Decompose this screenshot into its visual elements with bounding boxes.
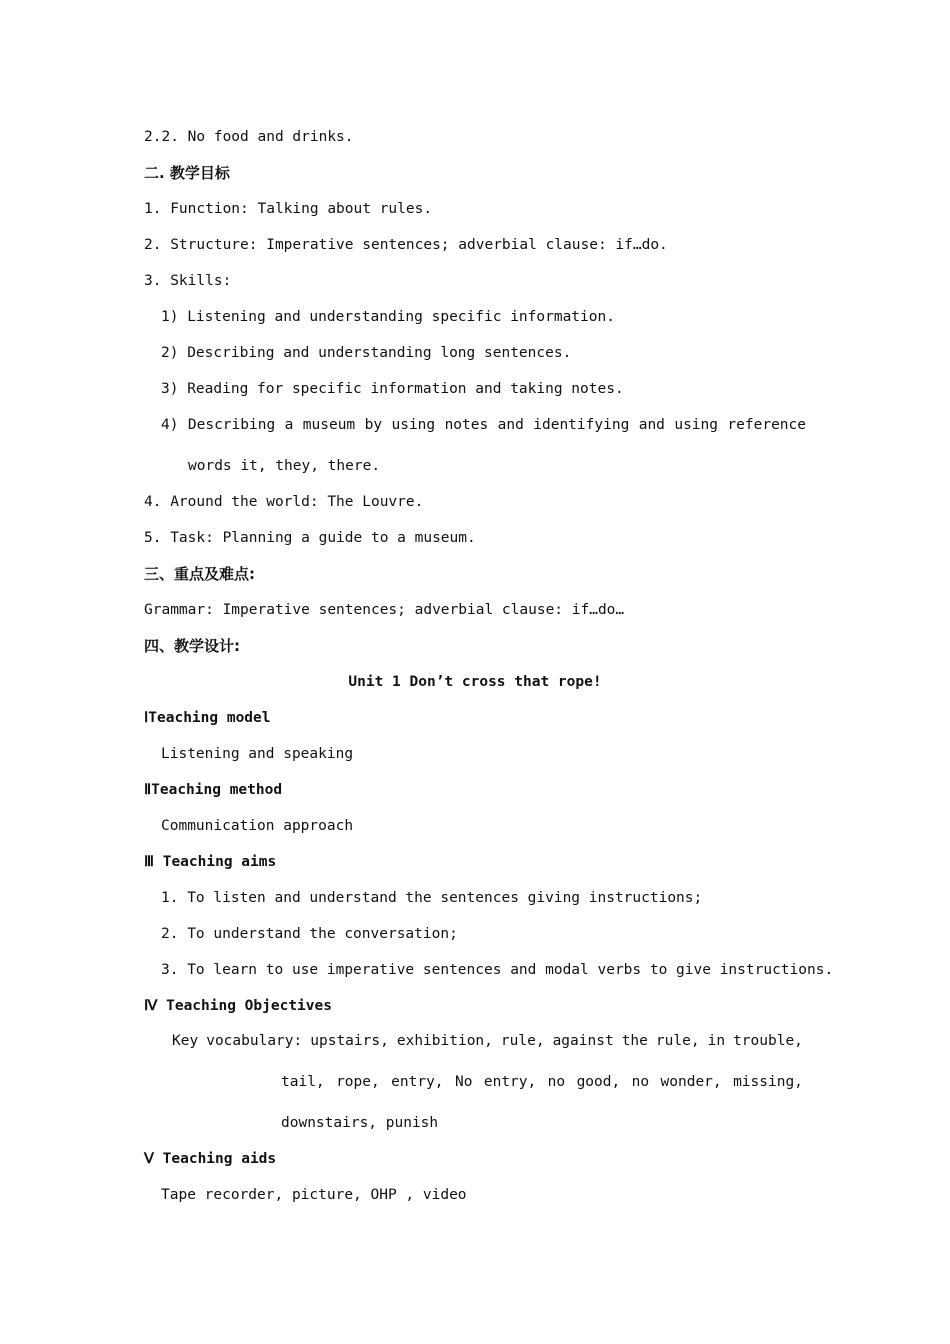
- vocab-word: no: [631, 1074, 650, 1090]
- skill-item: 3) Reading for specific information and taking notes.: [161, 381, 624, 397]
- vocab-word: vocabulary:: [206, 1033, 303, 1049]
- vocab-word: wonder,: [660, 1074, 722, 1090]
- vocab-word: exhibition,: [396, 1033, 493, 1049]
- vocab-word: entry,: [483, 1074, 537, 1090]
- vocab-word: good,: [576, 1074, 621, 1090]
- skill4-word: reference: [727, 417, 806, 433]
- objective-item: 3. Skills:: [144, 273, 232, 289]
- skill4-word: museum: [302, 417, 356, 433]
- vocab-word: No: [454, 1074, 473, 1090]
- skill-item-4: [161, 415, 806, 435]
- teaching-model-text: Listening and speaking: [161, 746, 354, 762]
- section2-heading: 二. 教学目标: [144, 164, 230, 182]
- grammar-line: Grammar: Imperative sentences; adverbial clause: if…do…: [144, 602, 625, 618]
- skill-item-4-continuation: words it, they, there.: [188, 458, 381, 474]
- intro-item: 2.2. No food and drinks.: [144, 129, 354, 145]
- section4-heading: 四、教学设计:: [144, 637, 240, 655]
- skill-item: 1) Listening and understanding specific information.: [161, 309, 615, 325]
- teaching-aids-text: Tape recorder, picture, OHP , video: [161, 1187, 467, 1203]
- aim-item: 3. To learn to use imperative sentences and modal verbs to give instructions.: [161, 962, 834, 978]
- vocabulary-line-2: [281, 1072, 803, 1092]
- skill4-word: and: [638, 417, 665, 433]
- vocab-word: against: [552, 1033, 614, 1049]
- vocabulary-line-1: [172, 1031, 803, 1051]
- vocab-word: entry,: [391, 1074, 444, 1090]
- teaching-aims-heading: Ⅲ Teaching aims: [144, 854, 277, 870]
- teaching-method-heading: ⅡTeaching method: [144, 782, 283, 798]
- vocab-word: the: [621, 1033, 648, 1049]
- vocab-word: Key: [172, 1033, 199, 1049]
- skill4-word: notes: [444, 417, 489, 433]
- objective-item: 4. Around the world: The Louvre.: [144, 494, 424, 510]
- aim-item: 2. To understand the conversation;: [161, 926, 458, 942]
- vocab-word: rule,: [655, 1033, 700, 1049]
- skill4-word: using: [674, 417, 718, 433]
- skill4-word: Describing: [187, 417, 276, 433]
- vocab-word: missing,: [733, 1074, 803, 1090]
- skill-item: 2) Describing and understanding long sentences.: [161, 345, 572, 361]
- aim-item: 1. To listen and understand the sentences giving instructions;: [161, 890, 703, 906]
- vocabulary-line-3: downstairs, punish: [281, 1115, 439, 1131]
- skill4-word: a: [284, 417, 294, 433]
- section3-heading: 三、重点及难点:: [144, 565, 255, 583]
- skill4-word: 4): [161, 417, 179, 433]
- teaching-method-text: Communication approach: [161, 818, 354, 834]
- objective-item: 2. Structure: Imperative sentences; adverbial clause: if…do.: [144, 237, 668, 253]
- unit-title: Unit 1 Don’t cross that rope!: [348, 674, 602, 690]
- teaching-model-heading: ⅠTeaching model: [144, 710, 271, 726]
- objective-item: 5. Task: Planning a guide to a museum.: [144, 530, 476, 546]
- teaching-aids-heading: Ⅴ Teaching aids: [144, 1151, 277, 1167]
- vocab-word: no: [547, 1074, 566, 1090]
- vocab-word: in: [707, 1033, 726, 1049]
- vocab-word: tail,: [281, 1074, 325, 1090]
- teaching-objectives-heading: Ⅳ Teaching Objectives: [144, 998, 332, 1014]
- vocab-word: trouble,: [733, 1033, 803, 1049]
- skill4-word: identifying: [533, 417, 630, 433]
- skill4-word: by: [364, 417, 383, 433]
- vocab-word: rule,: [500, 1033, 545, 1049]
- skill4-word: and: [497, 417, 524, 433]
- objective-item: 1. Function: Talking about rules.: [144, 201, 433, 217]
- skill4-word: using: [391, 417, 436, 433]
- vocab-word: upstairs,: [310, 1033, 389, 1049]
- vocab-word: rope,: [336, 1074, 380, 1090]
